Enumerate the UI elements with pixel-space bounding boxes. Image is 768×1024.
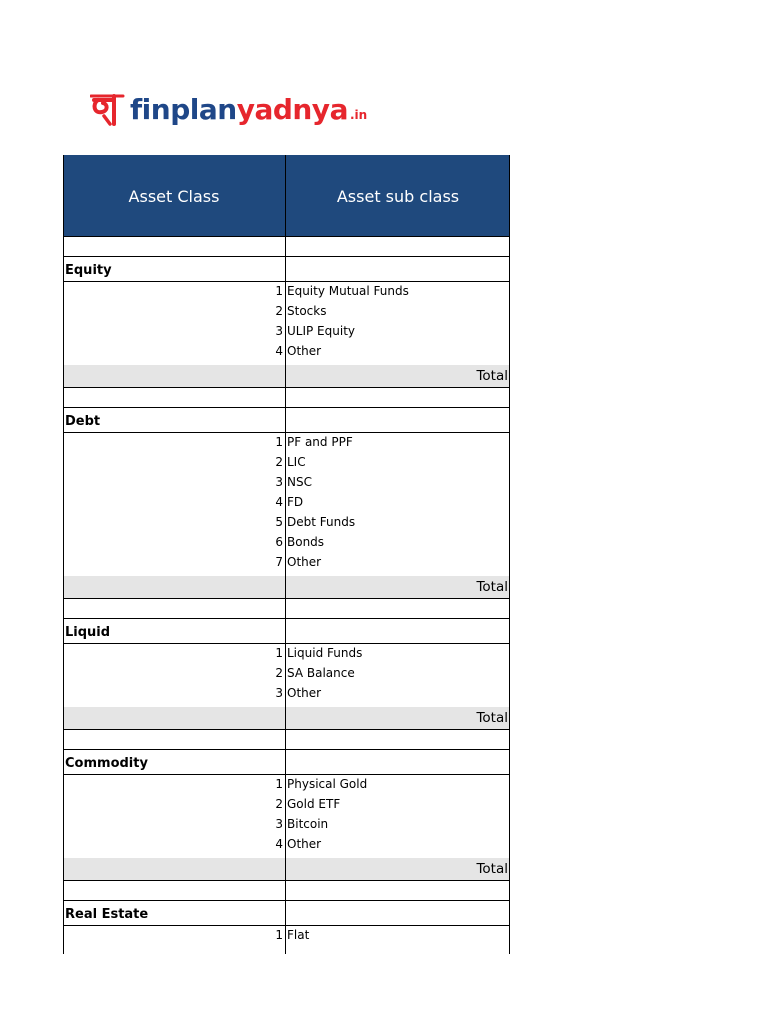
list-item bbox=[63, 795, 510, 815]
list-item bbox=[63, 926, 510, 946]
list-item bbox=[63, 835, 510, 855]
table-border-left bbox=[63, 155, 64, 954]
list-item bbox=[63, 644, 510, 664]
item-name: Debt Funds bbox=[287, 515, 356, 529]
total-label: Total bbox=[476, 861, 508, 877]
item-number: 1 bbox=[275, 435, 283, 449]
blank-row bbox=[63, 599, 510, 619]
item-number: 3 bbox=[275, 324, 283, 338]
item-number: 4 bbox=[275, 495, 283, 509]
logo-wordmark bbox=[130, 93, 368, 126]
item-name: Equity Mutual Funds bbox=[287, 284, 409, 298]
item-number: 3 bbox=[275, 475, 283, 489]
list-item bbox=[63, 493, 510, 513]
table-border-right bbox=[509, 155, 510, 954]
category-label: Real Estate bbox=[65, 907, 149, 922]
item-number: 4 bbox=[275, 837, 283, 851]
list-item bbox=[63, 433, 510, 453]
item-number: 2 bbox=[275, 666, 283, 680]
logo-mark-icon bbox=[90, 90, 126, 130]
column-separator bbox=[285, 155, 286, 954]
item-name: FD bbox=[287, 495, 304, 509]
item-number: 2 bbox=[275, 455, 283, 469]
item-name: Other bbox=[287, 837, 322, 851]
item-name: SA Balance bbox=[287, 666, 355, 680]
table-header bbox=[63, 155, 510, 237]
category-row bbox=[63, 750, 510, 775]
total-row bbox=[63, 858, 510, 881]
list-item bbox=[63, 664, 510, 684]
category-row bbox=[63, 619, 510, 644]
blank-row bbox=[63, 388, 510, 408]
list-item bbox=[63, 282, 510, 302]
item-name: Other bbox=[287, 686, 322, 700]
logo-brand-part2: yadnya bbox=[236, 93, 348, 126]
list-item bbox=[63, 322, 510, 342]
item-name: LIC bbox=[287, 455, 306, 469]
item-number: 7 bbox=[275, 555, 283, 569]
item-name: PF and PPF bbox=[287, 435, 353, 449]
asset-allocation-table bbox=[63, 155, 510, 954]
item-name: Liquid Funds bbox=[287, 646, 363, 660]
item-number: 3 bbox=[275, 817, 283, 831]
blank-row bbox=[63, 237, 510, 257]
list-item bbox=[63, 775, 510, 795]
item-name: NSC bbox=[287, 475, 312, 489]
item-name: Other bbox=[287, 344, 322, 358]
item-number: 1 bbox=[275, 646, 283, 660]
category-row bbox=[63, 408, 510, 433]
category-row bbox=[63, 257, 510, 282]
item-number: 5 bbox=[275, 515, 283, 529]
list-item bbox=[63, 533, 510, 553]
item-name: Stocks bbox=[287, 304, 327, 318]
category-label: Debt bbox=[65, 414, 101, 429]
item-number: 2 bbox=[275, 797, 283, 811]
total-row bbox=[63, 707, 510, 730]
item-name: Other bbox=[287, 555, 322, 569]
list-item bbox=[63, 815, 510, 835]
list-item bbox=[63, 302, 510, 322]
logo-tld: .in bbox=[349, 108, 368, 122]
category-label: Commodity bbox=[65, 756, 148, 771]
item-number: 6 bbox=[275, 535, 283, 549]
list-item bbox=[63, 342, 510, 362]
category-label: Equity bbox=[65, 263, 112, 278]
item-name: Bitcoin bbox=[287, 817, 329, 831]
item-number: 1 bbox=[275, 928, 283, 942]
item-name: Physical Gold bbox=[287, 777, 368, 791]
total-label: Total bbox=[476, 710, 508, 726]
category-label: Liquid bbox=[65, 625, 111, 640]
header-asset-class: Asset Class bbox=[128, 186, 220, 206]
item-number: 2 bbox=[275, 304, 283, 318]
total-label: Total bbox=[476, 368, 508, 384]
header-asset-sub-class: Asset sub class bbox=[336, 186, 460, 206]
item-number: 1 bbox=[275, 777, 283, 791]
total-label: Total bbox=[476, 579, 508, 595]
blank-row bbox=[63, 881, 510, 901]
item-number: 4 bbox=[275, 344, 283, 358]
list-item bbox=[63, 553, 510, 573]
item-number: 1 bbox=[275, 284, 283, 298]
finplanyadnya-logo bbox=[90, 88, 367, 132]
item-name: ULIP Equity bbox=[287, 324, 356, 338]
category-row bbox=[63, 901, 510, 926]
item-name: Gold ETF bbox=[287, 797, 341, 811]
item-name: Flat bbox=[287, 928, 310, 942]
list-item bbox=[63, 453, 510, 473]
list-item bbox=[63, 684, 510, 704]
blank-row bbox=[63, 730, 510, 750]
total-row bbox=[63, 365, 510, 388]
list-item bbox=[63, 473, 510, 493]
item-name: Bonds bbox=[287, 535, 325, 549]
logo-brand-part1: finplan bbox=[130, 93, 237, 126]
item-number: 3 bbox=[275, 686, 283, 700]
total-row bbox=[63, 576, 510, 599]
list-item bbox=[63, 513, 510, 533]
